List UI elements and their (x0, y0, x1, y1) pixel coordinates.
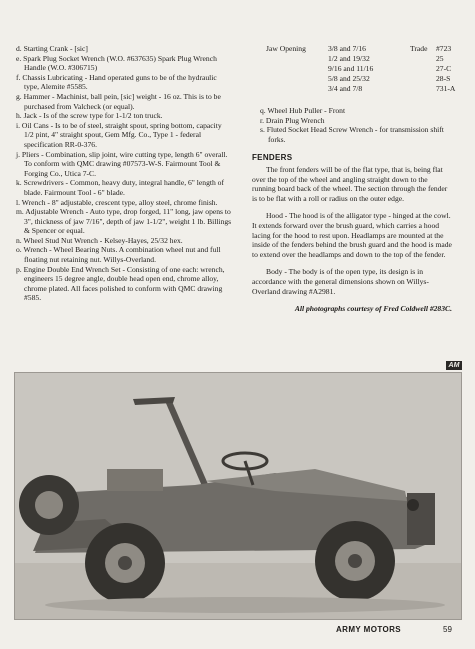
trade-number: 28-S (436, 74, 451, 83)
jaw-opening-label: Jaw Opening (266, 44, 306, 53)
paragraph-fenders: The front fenders will be of the flat type, that is, being flat over the top of the wheel and angling straight down to the running board back of the wheel. The section through the fender is to be flat with a roll or radius on the outer edge. (252, 164, 448, 203)
jeep-photograph (14, 372, 462, 620)
army-motors-logo: AM (446, 361, 462, 370)
list-item: e. Spark Plug Socket Wrench (W.O. #637635) Spark Plug Wrench Handle (W.O. #306715) (16, 53, 217, 73)
jaw-size: 5/8 and 25/32 (328, 74, 370, 83)
list-item: l. Wrench - 8" adjustable, crescent type, alloy steel, chrome finish. (16, 197, 218, 207)
list-item: s. Fluted Socket Head Screw Wrench - for transmission shift forks. (260, 125, 444, 144)
list-item: g. Hammer - Machinist, ball pein, [sic] weight - 16 oz. This is to be purchased from Valcheck (or equal). (16, 91, 221, 111)
list-item: m. Adjustable Wrench - Auto type, drop forged, 11" long, jaw opens to 3", thickness of jaw 7/16", depth of jaw 1-1/2", weight 1 lb. Billings & Spencer or equal. (16, 207, 232, 236)
trade-number: 27-C (436, 64, 452, 73)
jaw-size: 3/8 and 7/16 (328, 44, 366, 53)
trade-number: 25 (436, 54, 444, 63)
photo-credit: All photographs courtesy of Fred Coldwell #283C. (294, 304, 452, 314)
table-row (328, 84, 458, 94)
jaw-size: 3/4 and 7/8 (328, 84, 363, 93)
trade-number: 731-A (436, 84, 456, 93)
trade-number: #723 (436, 44, 452, 53)
list-item: o. Wrench - Wheel Bearing Nuts. A combination wheel nut and full floating nut retaining nut. Willys-Overland. (16, 245, 221, 265)
list-item: f. Chassis Lubricating - Hand operated guns to be of the hydraulic type, Alemite #5585. (16, 72, 217, 92)
tool-list-left (16, 44, 232, 303)
list-item: p. Engine Double End Wrench Set - Consisting of one each: wrench, engineers 15 degree angle, double head open end, chrome alloy, chrome plated. All faces polished to conform with QMC drawing #585. (16, 264, 225, 303)
list-item: r. Drain Plug Wrench (260, 115, 325, 125)
table-row (328, 54, 458, 64)
table-row (328, 64, 458, 74)
list-item: h. Jack - Is of the screw type for 1-1/2 ton truck. (16, 111, 163, 121)
jeep-photo-illustration (15, 373, 461, 619)
jaw-size: 9/16 and 11/16 (328, 64, 374, 73)
paragraph-body: Body - The body is of the open type, its design is in accordance with the general dimensions shown on Willys-Overland drawing #A2981. (252, 267, 429, 296)
list-item: k. Screwdrivers - Common, heavy duty, integral handle, 6" length of blade. Fairmount Tool - 6" blade. (16, 178, 225, 197)
right-column (252, 44, 456, 314)
list-item: i. Oil Cans - Is to be of steel, straight spout, spring bottom, capacity 1/2 pint, 4" straight spout, Gem Mfg. Co., Type 1 - federal specification RR-0-376. (16, 120, 222, 149)
section-heading-fenders: FENDERS (252, 153, 293, 163)
list-item: n. Wheel Stud Nut Wrench - Kelsey-Hayes, 25/32 hex. (16, 235, 183, 245)
page-number: 59 (443, 625, 452, 634)
jaw-size: 1/2 and 19/32 (328, 54, 370, 63)
table-row (328, 74, 458, 84)
list-item: q. Wheel Hub Puller - Front (260, 106, 346, 115)
table-row (328, 44, 458, 54)
paragraph-hood: Hood - The hood is of the alligator type - hinged at the cowl. It extends forward over the brush guard, which carries a hood lacing for the hood to rest upon. Headlamps are mounted at the inside of the fenders behind the brush guard and the hood is made to extend over the headlamps and down to the top of the fender. (252, 211, 452, 259)
trade-label: Trade (410, 44, 428, 53)
list-item: d. Starting Crank - [sic] (16, 44, 88, 53)
list-item: j. Pliers - Combination, slip joint, wire cutting type, length 6" overall. To conform with QMC drawing #07573-W-S. Fairmount Tool & Forging Co., Utica 7-C. (16, 149, 228, 178)
magazine-name: ARMY MOTORS (336, 625, 401, 634)
tool-list-right (260, 106, 452, 144)
jaw-opening-table (266, 44, 456, 104)
